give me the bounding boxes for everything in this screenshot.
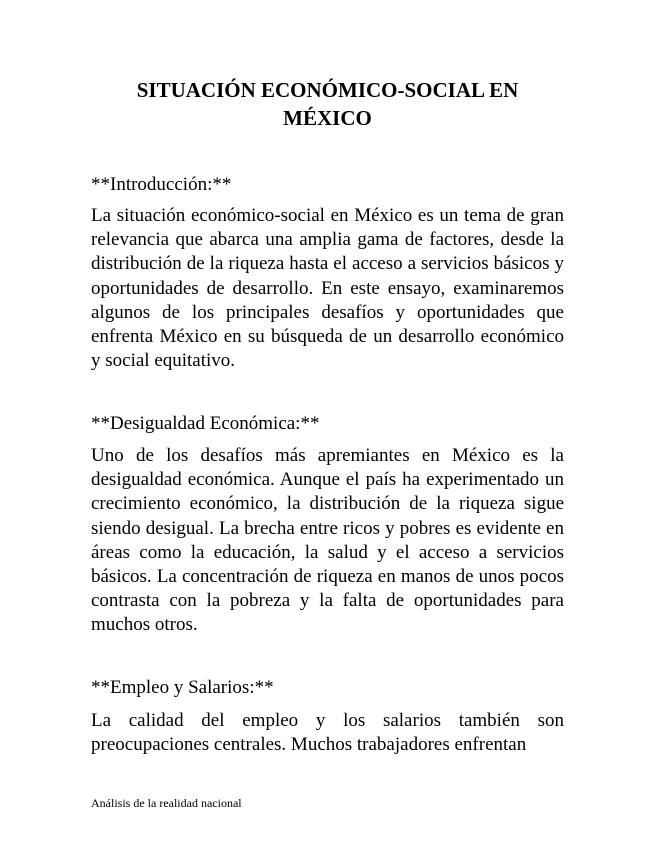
section-heading-empleo: **Empleo y Salarios:**	[91, 677, 274, 698]
section-body-introduccion: La situación económico-social en México es un tema de gran relevancia que abarca una amplia gama de factores, desde la distribución de la riqueza hasta el acceso a servicios básicos y oportunidades de desarrollo. En este ensayo, examinaremos algunos de los principales desafíos y oportunidades que enfrenta México en su búsqueda de un desarrollo económico y social equitativo.	[91, 205, 564, 372]
page-footer: Análisis de la realidad nacional	[91, 796, 242, 810]
section-body-desigualdad: Uno de los desafíos más apremiantes en México es la desigualdad económica. Aunque el país ha experimentado un crecimiento económico, la distribución de la riqueza sigue siendo desigual. La brecha entre ricos y pobres es evidente en áreas como la educación, la salud y el acceso a servicios básicos. La concentración de riqueza en manos de unos pocos contrasta con la pobreza y la falta de oportunidades para muchos otros.	[91, 445, 564, 636]
section-heading-introduccion: **Introducción:**	[91, 174, 232, 195]
section-heading-desigualdad: **Desigualdad Económica:**	[91, 413, 320, 434]
section-body-empleo: La calidad del empleo y los salarios también son preocupaciones centrales. Muchos trabajadores enfrentan	[91, 710, 564, 756]
document-title: SITUACIÓN ECONÓMICO-SOCIAL EN MÉXICO	[136, 78, 519, 130]
